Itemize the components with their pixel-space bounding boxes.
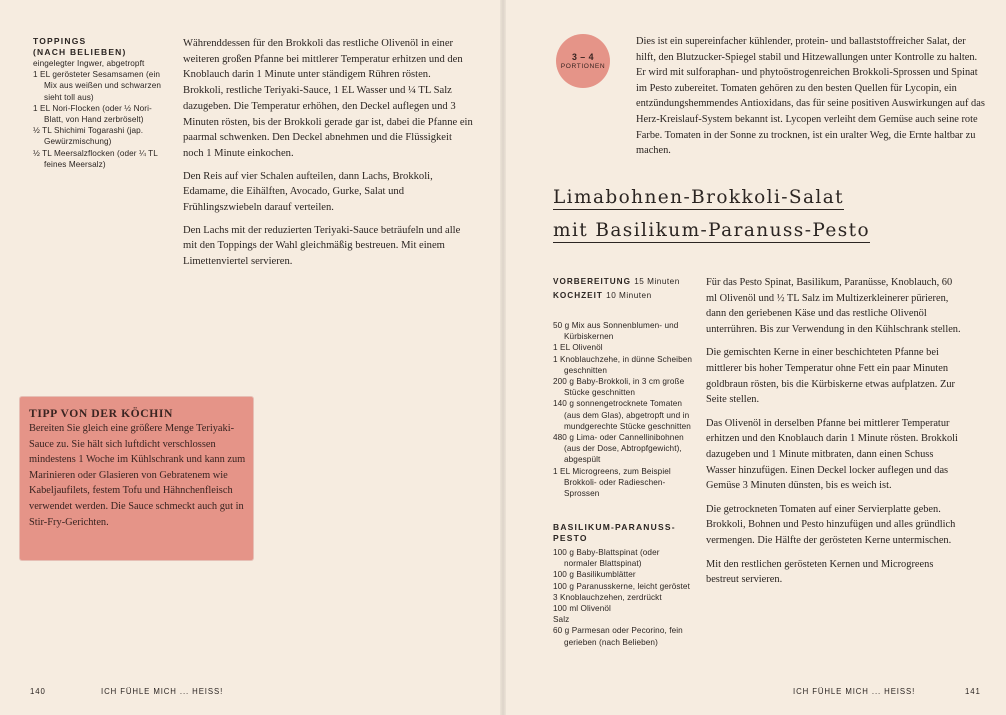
ingredient-item: 1 EL Microgreens, zum Beispiel Brokkoli- oder Radieschen-Sprossen <box>553 466 671 499</box>
toppings-subheading: (NACH BELIEBEN) <box>33 47 127 57</box>
recipe-method <box>706 275 961 596</box>
running-title-left: ICH FÜHLE MICH ... HEISS! <box>101 687 224 696</box>
pesto-item: 100 g Paranusskerne, leicht geröstet <box>553 581 690 591</box>
cook-label: KOCHZEIT <box>553 291 603 300</box>
servings-badge <box>556 34 610 88</box>
tip-box <box>20 397 253 560</box>
ingredient-item: 140 g sonnengetrocknete Tomaten (aus dem Glas), abgetropft und in mundgerechte Stücke geschnitten <box>553 399 691 431</box>
method-paragraph: Den Reis auf vier Schalen aufteilen, dann Lachs, Brokkoli, Edamame, die Eihälften, Avocado, Gurke, Salat und Frühlingszwiebeln darauf verteilen. <box>183 170 433 214</box>
recipe-title <box>553 187 973 253</box>
toppings-list <box>33 36 168 170</box>
pesto-ingredient-list <box>553 547 693 648</box>
method-paragraph: Währenddessen für den Brokkoli das restliche Olivenöl in einer weiteren großen Pfanne bei mittlerer Temperatur erhitzen und den Knoblauch darin 1 Minute unter ständigem Rühren rösten. Brokkoli, restliche Teriyaki-Sauce, 1 EL Wasser und ¼ TL Salz dazugeben. Die Temperatur erhöhen, den Deckel auflegen und 3 Minuten rösten, bis der Brokkoli gerade gar ist, dabei die Pfanne ein paarmal schwenken. Den Deckel abnehmen und die Flüssigkeit noch 1 Minute einkochen. <box>183 38 473 159</box>
servings-number: 3 – 4 <box>571 52 595 62</box>
recipe-title-line-2: mit Basilikum-Paranuss-Pesto <box>553 220 870 241</box>
pesto-item: 60 g Parmesan oder Pecorino, fein gerieben (nach Belieben) <box>553 626 683 647</box>
method-step: Mit den restlichen gerösteten Kernen und Microgreens bestreut servieren. <box>706 558 934 586</box>
toppings-heading: TOPPINGS <box>33 36 87 46</box>
page-number-left: 140 <box>30 687 46 696</box>
right-page <box>503 0 1006 715</box>
page-number-right: 141 <box>965 687 981 696</box>
topping-item: ½ TL Shichimi Togarashi (jap. Gewürzmischung) <box>33 126 144 147</box>
running-title-right: ICH FÜHLE MICH ... HEISS! <box>793 687 916 696</box>
ingredient-item: 1 EL Olivenöl <box>553 343 603 353</box>
pesto-item: 100 g Baby-Blattspinat (oder normaler Blattspinat) <box>553 548 660 569</box>
method-step: Das Olivenöl in derselben Pfanne bei mittlerer Temperatur erhitzen und den Knoblauch darin 1 Minute rösten. Brokkoli dazugeben und 1 Minute mitbraten, dann einen Schuss Wasser hinzufügen. Einen Deckel locker auflegen und das Gemüse 3 Minuten dünsten, bis es weich ist. <box>706 417 958 492</box>
tip-title: TIPP VON DER KÖCHIN <box>29 407 173 420</box>
prep-label: VORBEREITUNG <box>553 277 631 286</box>
pesto-heading: BASILIKUM-PARANUSS-PESTO <box>553 522 676 543</box>
servings-label: PORTIONEN <box>560 63 606 70</box>
topping-item: ½ TL Meersalzflocken (oder ¼ TL feines Meersalz) <box>33 148 158 169</box>
method-step: Die getrockneten Tomaten auf einer Servierplatte geben. Brokkoli, Bohnen und Pesto hinzufügen und alles gründlich vermengen. Die Hälfte der gerösteten Kerne untermischen. <box>706 503 956 546</box>
ingredient-item: 480 g Lima- oder Cannellinibohnen (aus der Dose, Abtropfgewicht), abgespült <box>553 433 684 465</box>
recipe-times <box>553 275 703 303</box>
pesto-item: 3 Knoblauchzehen, zerdrückt <box>553 592 662 602</box>
prep-value: 15 Minuten <box>634 277 680 286</box>
pesto-item: 100 ml Olivenöl <box>553 604 611 614</box>
topping-item: 1 EL Nori-Flocken (oder ½ Nori-Blatt, von Hand zerbröselt) <box>33 103 152 125</box>
pesto-item: 100 g Basilikumblätter <box>553 570 636 580</box>
method-step: Die gemischten Kerne in einer beschichteten Pfanne bei mittlerer bis hoher Temperatur ohne Fett ein paar Minuten goldbraun rösten, bis die Kürbiskerne etwas aufplatzen. Zur Seite stellen. <box>706 347 956 406</box>
method-step: Für das Pesto Spinat, Basilikum, Paranüsse, Knoblauch, 60 ml Olivenöl und ½ TL Salz im Multizerkleinerer pürieren, dann den geriebenen Käse und das restliche Olivenöl unterrühren. Bis zur Verwendung in den Kühlschrank stellen. <box>706 277 961 335</box>
left-method-text <box>183 36 473 277</box>
recipe-title-line-1: Limabohnen-Brokkoli-Salat <box>553 187 845 208</box>
cook-value: 10 Minuten <box>606 291 652 300</box>
recipe-intro: Dies ist ein supereinfacher kühlender, protein- und ballaststoffreicher Salat, der hilft, den Blutzucker-Spiegel stabil und Hitzewallungen unter Kontrolle zu halten. Er wird mit sulforaphan- und phytoöstrogenreichen Brokkoli-Sprossen und Spinat im Pesto zubereitet. Tomaten gehören zu den besten Quellen für Lycopin, ein entzündungshemmendes Antioxidans, das für seine positiven Auswirkungen auf das Herz-Kreislauf-System bekannt ist. Lycopen verleiht dem Gemüse auch seine rote Farbe. Tomaten in der Sonne zu trocknen, ist ein uralter Weg, die Ernte haltbar zu machen. <box>636 36 985 157</box>
ingredient-item: 1 Knoblauchzehe, in dünne Scheiben geschnitten <box>553 354 693 375</box>
ingredient-list <box>553 320 693 499</box>
method-paragraph: Den Lachs mit der reduzierten Teriyaki-Sauce beträufeln und alle mit den Toppings der Wahl gleichmäßig bestreuen. Mit einem Limettenviertel servieren. <box>183 224 461 268</box>
ingredient-item: 200 g Baby-Brokkoli, in 3 cm große Stücke geschnitten <box>553 377 685 398</box>
tip-text: Bereiten Sie gleich eine größere Menge Teriyaki-Sauce zu. Sie hält sich luftdicht verschlossen mindestens 1 Woche im Kühlschrank und kann zum Marinieren oder Glasieren von Gebratenem wie Kabeljaufilets, festem Tofu und Hähnchenfleisch verwendet werden. Die Sauce schmeckt auch gut in Stir-Fry-Gerichten. <box>29 423 246 528</box>
ingredient-item: 50 g Mix aus Sonnenblumen- und Kürbiskernen <box>553 321 679 342</box>
topping-item: 1 EL gerösteter Sesamsamen (ein Mix aus weißen und schwarzen sieht toll aus) <box>33 70 162 102</box>
pesto-item: Salz <box>553 615 570 625</box>
topping-item: eingelegter Ingwer, abgetropft <box>33 59 145 68</box>
